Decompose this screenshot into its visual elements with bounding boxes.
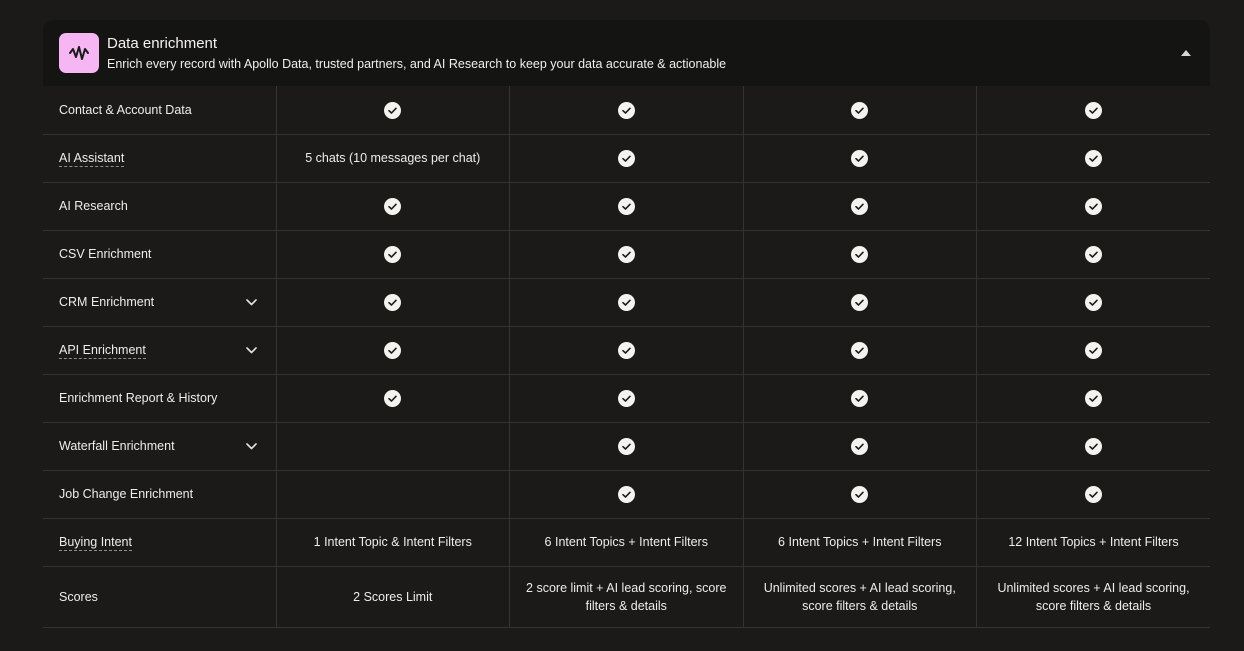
plan-value-cell — [276, 566, 510, 627]
plan-value-cell — [276, 134, 510, 182]
plan-value-cell — [977, 182, 1211, 230]
plan-value-cell — [276, 230, 510, 278]
plan-value-text: 6 Intent Topics + Intent Filters — [544, 535, 708, 549]
check-icon — [851, 294, 868, 311]
check-icon — [1085, 390, 1102, 407]
plan-value-cell — [276, 182, 510, 230]
plan-value-cell — [977, 134, 1211, 182]
plan-value-cell — [276, 422, 510, 470]
check-icon — [1085, 342, 1102, 359]
feature-label-cell — [43, 470, 276, 518]
plan-value-cell — [977, 230, 1211, 278]
check-icon — [851, 486, 868, 503]
check-icon — [618, 342, 635, 359]
check-icon — [618, 486, 635, 503]
check-icon — [1085, 246, 1102, 263]
plan-value-cell — [977, 278, 1211, 326]
plan-value-cell — [276, 518, 510, 566]
plan-value-cell — [510, 470, 744, 518]
caret-up-icon[interactable] — [1178, 45, 1194, 61]
plan-value-cell — [510, 278, 744, 326]
check-icon — [851, 246, 868, 263]
check-icon — [851, 390, 868, 407]
plan-value-cell — [743, 566, 977, 627]
plan-value-cell — [743, 230, 977, 278]
feature-label: Waterfall Enrichment — [59, 439, 175, 453]
feature-label-cell[interactable] — [43, 422, 276, 470]
plan-value-cell — [276, 470, 510, 518]
feature-label-cell — [43, 86, 276, 134]
check-icon — [1085, 486, 1102, 503]
feature-label: Scores — [59, 589, 98, 604]
check-icon — [618, 198, 635, 215]
plan-value-cell — [743, 134, 977, 182]
plan-value-cell — [743, 86, 977, 134]
feature-label-cell — [43, 182, 276, 230]
check-icon — [1085, 198, 1102, 215]
check-icon — [1085, 150, 1102, 167]
plan-value-cell — [510, 182, 744, 230]
plan-value-text: 6 Intent Topics + Intent Filters — [778, 535, 942, 549]
check-icon — [851, 342, 868, 359]
check-icon — [618, 246, 635, 263]
table-row — [43, 182, 1210, 230]
plan-value-cell — [977, 422, 1211, 470]
plan-value-text: 5 chats (10 messages per chat) — [305, 151, 481, 165]
check-icon — [384, 342, 401, 359]
plan-value-cell — [510, 86, 744, 134]
plan-value-cell — [510, 230, 744, 278]
feature-label[interactable]: AI Assistant — [59, 151, 125, 165]
feature-label-cell — [43, 374, 276, 422]
plan-value-cell — [510, 134, 744, 182]
feature-label: CRM Enrichment — [59, 295, 155, 309]
feature-label-cell[interactable] — [43, 326, 276, 374]
feature-label: CSV Enrichment — [59, 247, 152, 261]
plan-value-cell — [743, 326, 977, 374]
check-icon — [1085, 102, 1102, 119]
table-row — [43, 422, 1210, 470]
check-icon — [618, 438, 635, 455]
table-row — [43, 470, 1210, 518]
table-row — [43, 374, 1210, 422]
section-header[interactable] — [43, 20, 1210, 86]
check-icon — [851, 438, 868, 455]
table-row — [43, 278, 1210, 326]
plan-value-cell — [743, 518, 977, 566]
plan-value-cell — [977, 470, 1211, 518]
table-row — [43, 134, 1210, 182]
check-icon — [851, 198, 868, 215]
plan-value-cell — [510, 422, 744, 470]
feature-label[interactable]: Buying Intent — [59, 535, 132, 549]
plan-value-cell — [510, 326, 744, 374]
feature-label: Contact & Account Data — [59, 102, 192, 117]
plan-value-text: Unlimited scores + AI lead scoring, score filters & details — [763, 580, 956, 613]
plan-value-cell — [510, 518, 744, 566]
plan-value-text: Unlimited scores + AI lead scoring, score filters & details — [997, 580, 1190, 613]
plan-value-cell — [743, 422, 977, 470]
plan-value-cell — [743, 278, 977, 326]
chevron-down-icon[interactable] — [246, 440, 258, 452]
feature-label-cell — [43, 230, 276, 278]
feature-comparison-table — [43, 86, 1210, 628]
data-enrichment-section — [43, 20, 1210, 628]
plan-value-text: 12 Intent Topics + Intent Filters — [1008, 535, 1179, 549]
check-icon — [618, 102, 635, 119]
plan-value-cell — [977, 326, 1211, 374]
check-icon — [384, 294, 401, 311]
plan-value-text: 2 score limit + AI lead scoring, score filters & details — [526, 580, 727, 613]
table-row — [43, 566, 1210, 627]
section-subtitle: Enrich every record with Apollo Data, trusted partners, and AI Research to keep your data accurate & actionable — [107, 56, 727, 71]
plan-value-cell — [977, 518, 1211, 566]
table-row — [43, 86, 1210, 134]
feature-label[interactable]: API Enrichment — [59, 343, 146, 357]
plan-value-cell — [510, 374, 744, 422]
plan-value-cell — [276, 374, 510, 422]
plan-value-cell — [977, 374, 1211, 422]
plan-value-text: 1 Intent Topic & Intent Filters — [313, 535, 472, 549]
plan-value-cell — [743, 182, 977, 230]
feature-label-cell — [43, 518, 276, 566]
table-row — [43, 326, 1210, 374]
plan-value-cell — [743, 470, 977, 518]
plan-value-text: 2 Scores Limit — [353, 589, 433, 604]
check-icon — [851, 150, 868, 167]
waveform-icon — [59, 33, 99, 73]
check-icon — [1085, 438, 1102, 455]
plan-value-cell — [977, 566, 1211, 627]
section-title: Data enrichment — [107, 34, 218, 52]
check-icon — [1085, 294, 1102, 311]
check-icon — [384, 198, 401, 215]
table-row — [43, 518, 1210, 566]
check-icon — [618, 390, 635, 407]
check-icon — [618, 294, 635, 311]
table-row — [43, 230, 1210, 278]
chevron-down-icon[interactable] — [246, 296, 258, 308]
check-icon — [618, 150, 635, 167]
check-icon — [384, 246, 401, 263]
check-icon — [851, 102, 868, 119]
plan-value-cell — [510, 566, 744, 627]
feature-label: AI Research — [59, 199, 128, 213]
feature-label-cell — [43, 566, 276, 627]
plan-value-cell — [977, 86, 1211, 134]
plan-value-cell — [276, 278, 510, 326]
chevron-down-icon[interactable] — [246, 344, 258, 356]
plan-value-cell — [743, 374, 977, 422]
feature-label: Enrichment Report & History — [59, 391, 218, 405]
feature-label-cell — [43, 134, 276, 182]
feature-label: Job Change Enrichment — [59, 487, 194, 501]
plan-value-cell — [276, 86, 510, 134]
feature-label-cell[interactable] — [43, 278, 276, 326]
plan-value-cell — [276, 326, 510, 374]
check-icon — [384, 390, 401, 407]
check-icon — [384, 102, 401, 119]
